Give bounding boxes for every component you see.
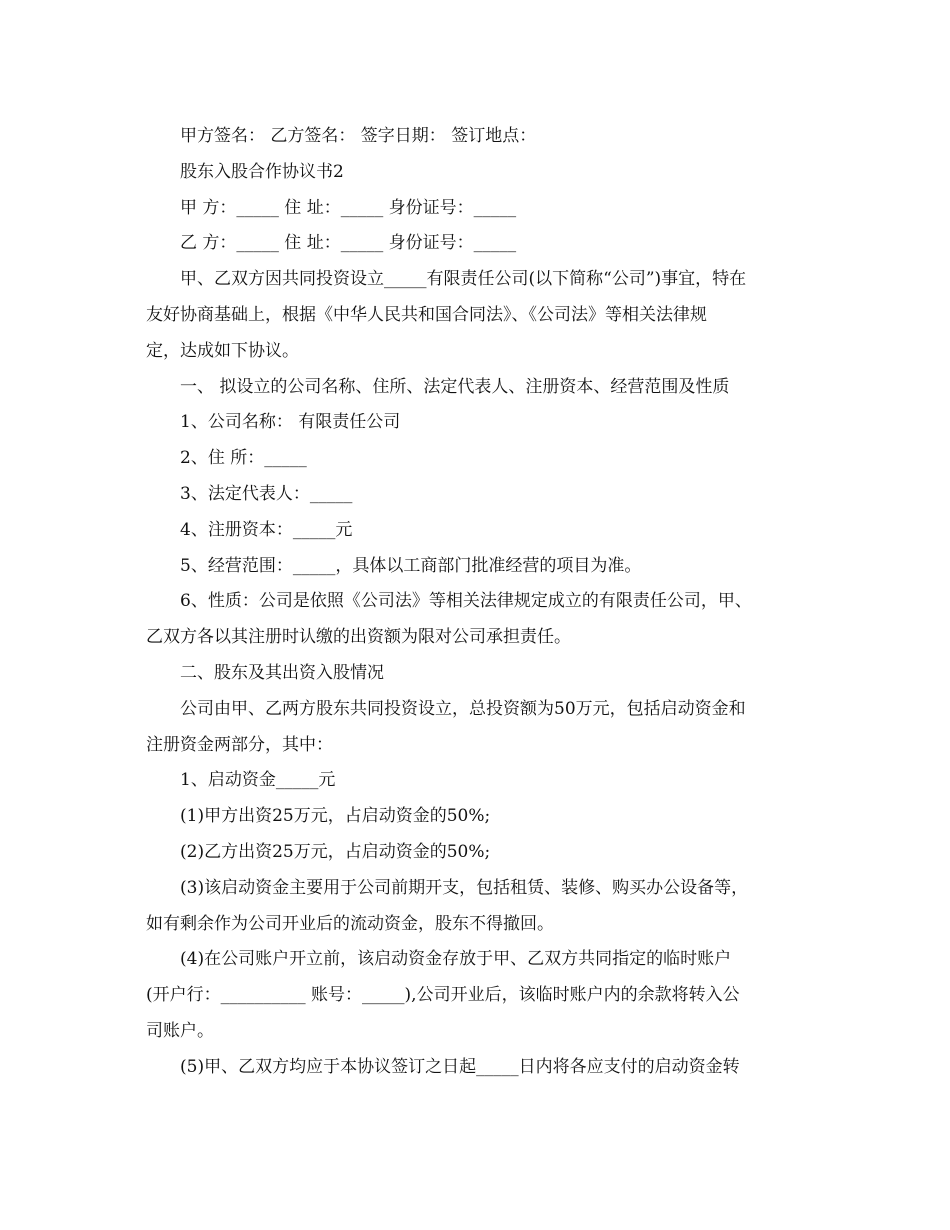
party-b-contribution: (2)乙方出资25万元，占启动资金的50%;: [180, 841, 491, 862]
company-address-item: 2、住 所：_____: [180, 448, 307, 469]
preamble-line-1: 甲、乙双方因共同投资设立_____有限责任公司(以下简称“公司”)事宜，特在: [180, 269, 747, 290]
temporary-account-line-3: 司账户。: [146, 1020, 214, 1041]
temporary-account-line-2: (开户行：__________ 账号：_____),公司开业后，该临时账户内的余款将转入公: [146, 985, 740, 1006]
document-title: 股东入股合作协议书2: [180, 161, 344, 182]
registered-capital-item: 4、注册资本：_____元: [180, 519, 353, 540]
signature-line: 甲方签名： 乙方签名： 签字日期： 签订地点：: [180, 126, 537, 146]
party-a-info: 甲 方：_____ 住 址：_____ 身份证号：_____: [180, 197, 517, 218]
section-1-heading: 一、 拟设立的公司名称、住所、法定代表人、注册资本、经营范围及性质: [180, 376, 730, 397]
preamble-line-2: 友好协商基础上，根据《中华人民共和国合同法》、《公司法》等相关法律规: [146, 304, 707, 325]
section-2-heading: 二、股东及其出资入股情况: [180, 662, 384, 683]
payment-deadline-line: (5)甲、乙双方均应于本协议签订之日起_____日内将各应支付的启动资金转: [180, 1056, 740, 1077]
document-body: [146, 119, 808, 1086]
temporary-account-line-1: (4)在公司账户开立前，该启动资金存放于甲、乙双方共同指定的临时账户: [180, 949, 732, 970]
party-b-info: 乙 方：_____ 住 址：_____ 身份证号：_____: [180, 233, 517, 254]
company-nature-item-line-2: 乙双方各以其注册时认缴的出资额为限对公司承担责任。: [146, 627, 571, 648]
funds-usage-line-1: (3)该启动资金主要用于公司前期开支，包括租赁、装修、购买办公设备等，: [180, 877, 749, 898]
legal-representative-item: 3、法定代表人：_____: [180, 483, 353, 504]
startup-funds-item: 1、启动资金_____元: [180, 770, 336, 791]
company-name-item: 1、公司名称： 有限责任公司: [180, 412, 401, 433]
business-scope-item: 5、经营范围：_____，具体以工商部门批准经营的项目为准。: [180, 555, 642, 576]
company-nature-item-line-1: 6、性质：公司是依照《公司法》等相关法律规定成立的有限责任公司，甲、: [180, 591, 752, 612]
investment-paragraph-line-1: 公司由甲、乙两方股东共同投资设立，总投资额为50万元，包括启动资金和: [180, 698, 746, 719]
investment-paragraph-line-2: 注册资金两部分，其中：: [146, 734, 333, 755]
funds-usage-line-2: 如有剩余作为公司开业后的流动资金，股东不得撤回。: [146, 913, 554, 934]
preamble-line-3: 定，达成如下协议。: [146, 340, 299, 361]
party-a-contribution: (1)甲方出资25万元，占启动资金的50%;: [180, 806, 491, 827]
